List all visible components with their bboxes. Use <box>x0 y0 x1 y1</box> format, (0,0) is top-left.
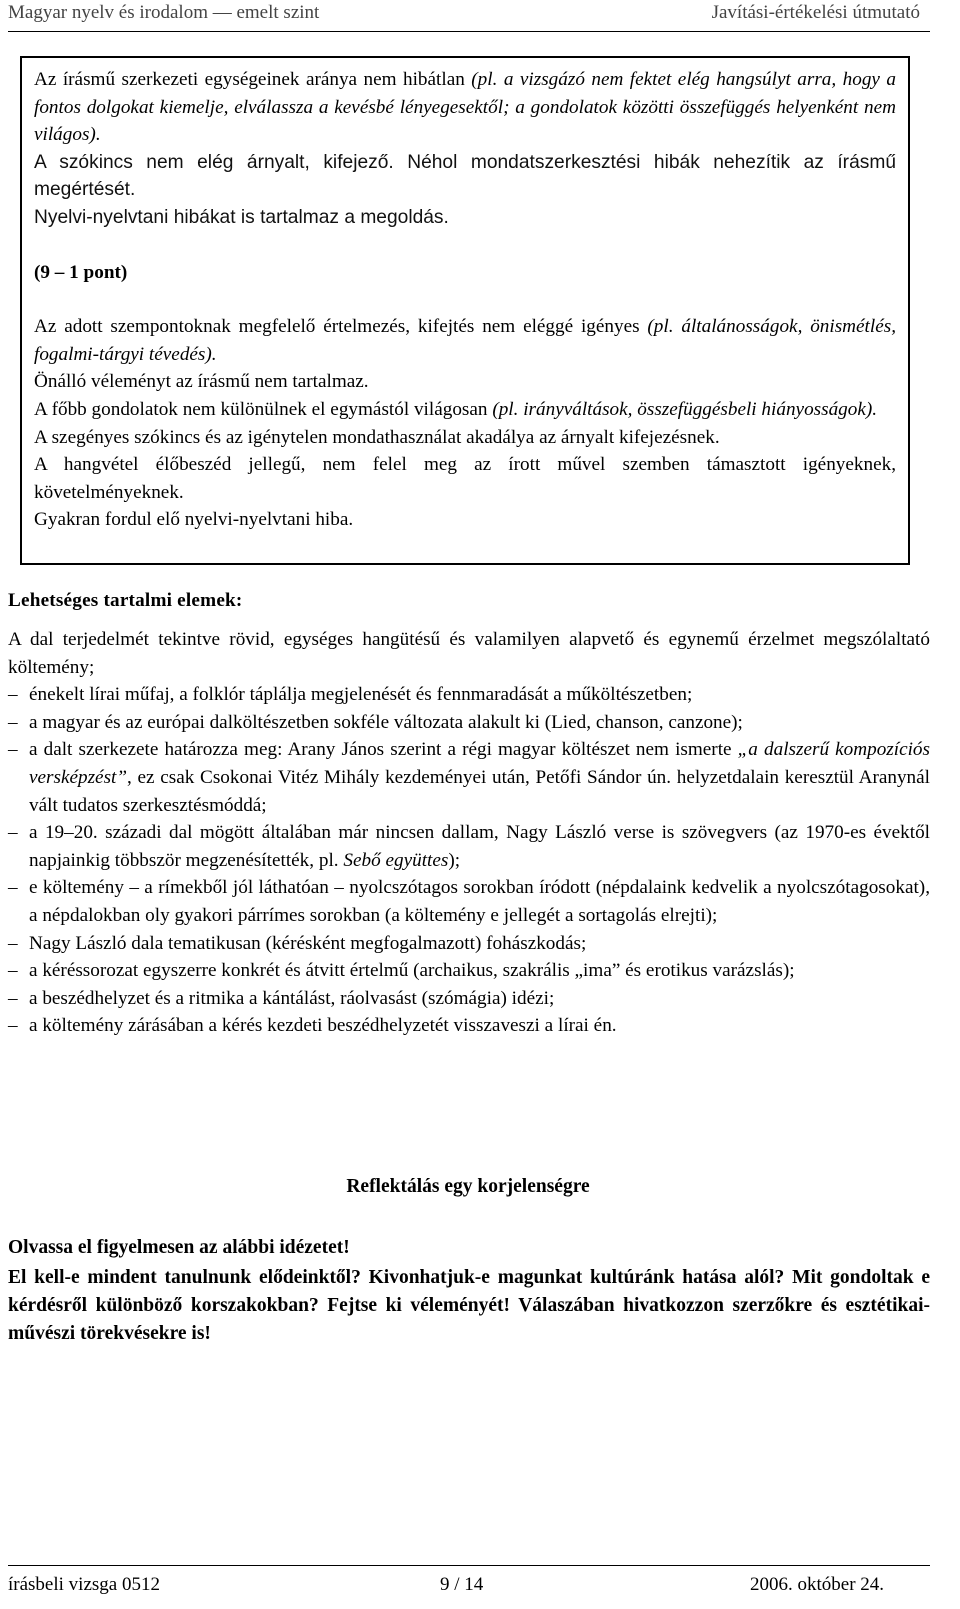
arany-quote: „a dalszerű kompozíciós versképzést” <box>29 739 930 788</box>
dash-bullet: – <box>8 877 18 899</box>
dash-bullet: – <box>8 960 18 982</box>
box-structure-text: Az írásmű szerkezeti egységeinek aránya nem hibátlan <box>34 69 472 90</box>
footer-page-number: 9 / 14 <box>440 1574 484 1595</box>
criterion-text: A főbb gondolatok nem különülnek el egymástól világosan <box>34 398 493 420</box>
box-criterion-interpretation <box>34 313 896 368</box>
list-item <box>8 819 930 874</box>
list-item <box>8 957 930 985</box>
list-item-text: a költemény zárásában a kérés kezdeti beszédhelyzetét visszaveszi a lírai én. <box>29 1015 617 1037</box>
list-item <box>8 681 930 709</box>
box-criterion-thoughts <box>34 396 896 424</box>
criterion-text: Az adott szempontoknak megfelelő értelmezés, kifejtés nem eléggé igényes <box>34 316 648 338</box>
header-guide-label: Javítási-értékelési útmutató <box>711 2 920 23</box>
page-header <box>0 0 960 26</box>
list-item-text: a kéréssorozat egyszerre konkrét és átvitt értelmű (archaikus, szakrális „ima” és erotikus varázslás); <box>29 960 795 982</box>
list-item-text: ); <box>448 849 461 871</box>
list-item-text: , ez csak Csokonai Vitéz Mihály kezdeményei után, Petőfi Sándor ún. helyzetdalain keresztül Aranynál vált tudatos szerkesztésmóddá; <box>29 766 930 816</box>
list-item <box>8 1012 930 1040</box>
header-divider <box>8 31 930 32</box>
intro-paragraph: A dal terjedelmét tekintve rövid, egységes hangütésű és valamilyen alapvető és egynemű érzelmet megszólaltató költemény; <box>8 629 930 678</box>
footer-date: 2006. október 24. <box>750 1574 885 1595</box>
dash-bullet: – <box>8 711 18 733</box>
list-item <box>8 709 930 737</box>
list-item-text: e költemény – a rímekből jól láthatóan – nyolcszótagos sorokban íródott (népdalaink kedvelik a nyolcszótagosokat), a népdalokban oly gyakori párrímes sorokban (a költemény e jellegét a sortagolás elrejti); <box>29 877 930 926</box>
list-item-text: Nagy László dala tematikusan (kérésként megfogalmazott) fohászkodás; <box>29 932 587 954</box>
list-item-text: énekelt lírai műfaj, a folklór táplálja megjelenését és fennmaradását a műköltészetben; <box>29 684 693 706</box>
dash-bullet: – <box>8 987 18 1009</box>
scoring-box <box>20 56 910 565</box>
box-criterion-vocabulary: A szegényes szókincs és az igénytelen mondathasználat akadálya az árnyalt kifejezésnek. <box>34 426 720 448</box>
list-item-text: a magyar és az európai dalköltészetben sokféle változata alakult ki (Lied, chanson, canzone); <box>29 711 743 733</box>
dash-bullet: – <box>8 684 18 706</box>
header-title: Magyar nyelv és irodalom — emelt szint <box>8 2 320 23</box>
box-points-range: (9 – 1 pont) <box>34 261 128 283</box>
section-title: Lehetséges tartalmi elemek: <box>8 590 243 611</box>
dash-bullet: – <box>8 822 18 844</box>
criterion-example: (pl. irányváltások, összefüggésbeli hiányosságok). <box>492 398 878 420</box>
list-item-text: a beszédhelyzet és a ritmika a kántálást, ráolvasást (szómágia) idézi; <box>29 987 555 1009</box>
list-item <box>8 874 930 929</box>
dash-bullet: – <box>8 1015 18 1037</box>
list-item-text: a 19–20. századi dal mögött általában már nincsen dallam, Nagy László verse is szövegvers (az 1970-es évektől napjainkig többször megzenésítették, pl. <box>29 822 930 871</box>
task-question: El kell-e mindent tanulnunk elődeinktől? Kivonhatjuk-e magunkat kultúránk hatása alól? Mit gondoltak e kérdésről különböző korszakokban? Fejtse ki véleményét! Válaszában hivatkozzon szerzőkre és esztétikai-művészi törekvésekre is! <box>8 1267 930 1344</box>
list-item <box>8 985 930 1013</box>
content-elements <box>8 626 930 1040</box>
footer-exam-code: írásbeli vizsga 0512 <box>8 1574 160 1595</box>
list-item <box>8 736 930 819</box>
box-paragraph-vocabulary: A szókincs nem elég árnyalt, kifejező. Néhol mondatszerkesztési hibák nehezítik az írásmű megértését. <box>34 151 896 201</box>
sebo-band-name: Sebő együttes <box>343 849 449 871</box>
section-subheading: Reflektálás egy korjelenségre <box>346 1176 590 1197</box>
list-item <box>8 930 930 958</box>
dash-bullet: – <box>8 932 18 954</box>
box-structure-example: (pl. a vizsgázó nem fektet elég hangsúlyt arra, hogy a fontos dolgokat kiemelje, elválassza a kevésbé lényegesektől; a gondolatok közötti összefüggés helyenként nem világos). <box>34 69 897 146</box>
box-paragraph-grammar: Nyelvi-nyelvtani hibákat is tartalmaz a megoldás. <box>34 206 449 228</box>
box-criterion-tone: A hangvétel élőbeszéd jellegű, nem felel meg az írott művel szemben támasztott igényeknek, követelményeknek. <box>34 454 896 503</box>
box-criterion-opinion: Önálló véleményt az írásmű nem tartalmaz. <box>34 371 369 393</box>
criterion-example: (pl. általánosságok, önismétlés, fogalmi-tárgyi tévedés). <box>34 316 896 365</box>
dash-bullet: – <box>8 739 18 761</box>
footer-divider <box>8 1565 930 1566</box>
box-criterion-errors: Gyakran fordul elő nyelvi-nyelvtani hiba. <box>34 509 354 531</box>
task-instruction: Olvassa el figyelmesen az alábbi idézetet! <box>8 1237 350 1258</box>
task-block <box>8 1234 930 1348</box>
box-paragraph-structure <box>34 66 896 149</box>
list-item-text: a dalt szerkezete határozza meg: Arany János szerint a régi magyar költészet nem ismerte <box>29 739 738 761</box>
